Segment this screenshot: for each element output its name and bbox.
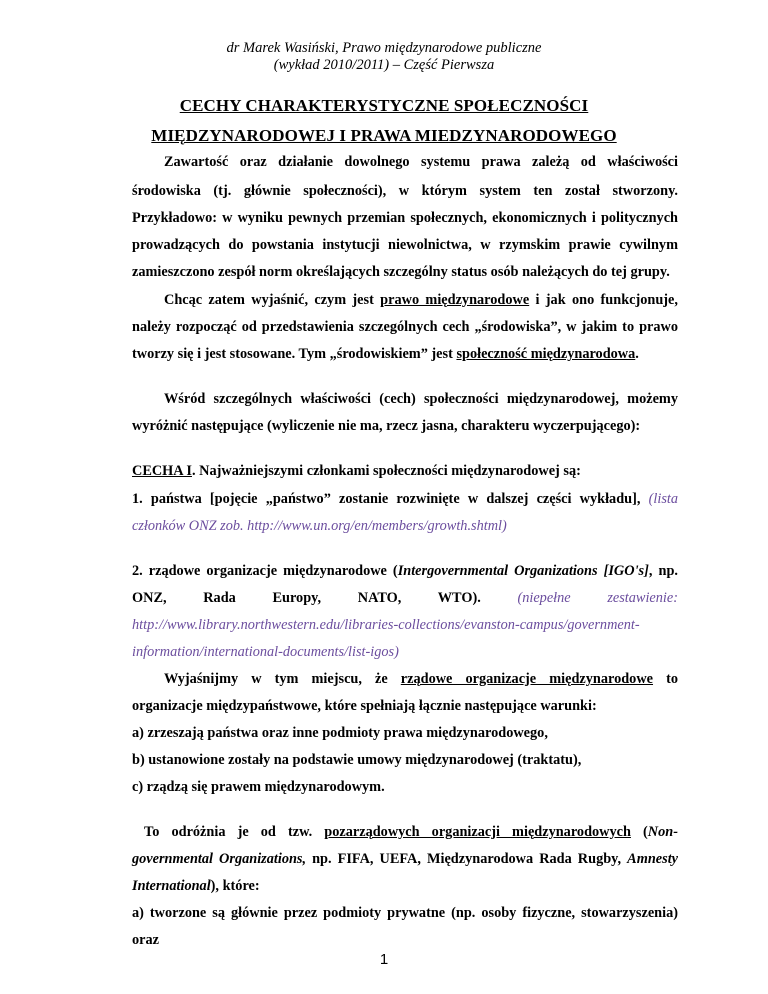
p2-line-2: należy rozpocząć od przedstawienia szczególnych cech „środowiska”, w jakim to prawo xyxy=(132,319,678,335)
item2-line-1: 2. rządowe organizacje międzynarodowe (Intergovernmental Organizations [IGO's], np. xyxy=(132,563,678,579)
p1-line-4: prowadzących do powstania instytucji niewolnictwa, w rzymskim prawie cywilnym xyxy=(132,237,678,253)
p5-line-1: To odróżnia je od tzw. pozarządowych organizacji międzynarodowych (Non- xyxy=(144,824,678,840)
term-pozarzadowe-organizacje: pozarządowych organizacji międzynarodowych xyxy=(324,824,631,840)
item1-line-1: 1. państwa [pojęcie „państwo” zostanie rozwinięte w dalszej części wykładu], (lista xyxy=(132,491,678,507)
p4-item-b: b) ustanowione zostały na podstawie umowy międzynarodowej (traktatu), xyxy=(132,752,582,768)
p2-line-3: tworzy się i jest stosowane. Tym „środowiskiem” jest społeczność międzynarodowa. xyxy=(132,346,639,362)
p3-line-2: wyróżnić następujące (wyliczenie nie ma, rzecz jasna, charakteru wyczerpującego): xyxy=(132,418,641,434)
igo-list-link-line-1[interactable]: http://www.library.northwestern.edu/libraries-collections/evanston-campus/government- xyxy=(132,617,640,633)
term-prawo-miedzynarodowe: prawo międzynarodowe xyxy=(380,292,530,308)
p5-line-3: International), które: xyxy=(132,878,260,894)
igo-list-link-line-2[interactable]: information/international-documents/list-igos) xyxy=(132,644,399,660)
page-number: 1 xyxy=(379,951,389,968)
term-rzadowe-organizacje: rządowe organizacje międzynarodowe xyxy=(400,671,654,687)
cecha-label: CECHA I xyxy=(132,463,192,479)
running-header xyxy=(0,40,768,74)
p2-line-1: Chcąc zatem wyjaśnić, czym jest prawo międzynarodowe i jak ono funkcjonuje, xyxy=(164,292,678,308)
header-line-1: dr Marek Wasiński, Prawo międzynarodowe publiczne xyxy=(226,40,542,56)
cecha-heading: CECHA I. Najważniejszymi członkami społeczności międzynarodowej są: xyxy=(132,463,581,479)
p5-item-a: a) tworzone są głównie przez podmioty prywatne (np. osoby fizyczne, stowarzyszenia) xyxy=(132,905,678,921)
p1-line-1: Zawartość oraz działanie dowolnego systemu prawa zależą od właściwości xyxy=(164,154,678,170)
item1-line-2: członków ONZ zob. http://www.un.org/en/members/growth.shtml) xyxy=(132,518,507,534)
header-line-2: (wykład 2010/2011) – Część Pierwsza xyxy=(273,57,495,73)
p1-line-5: zamieszczono zespół norm określających szczególny status osób należących do tej grupy. xyxy=(132,264,670,280)
p4-line-2: organizacje międzypaństwowe, które spełniają łącznie następujące warunki: xyxy=(132,698,597,714)
p4-item-c: c) rządzą się prawem międzynarodowym. xyxy=(132,779,385,795)
title-line-2: MIĘDZYNARODOWEJ I PRAWA MIEDZYNARODOWEGO xyxy=(151,126,617,145)
title-line-1: CECHY CHARAKTERYSTYCZNE SPOŁECZNOŚCI xyxy=(179,96,589,115)
item2-line-2: ONZ, Rada Europy, NATO, WTO). (niepełne zestawienie: xyxy=(132,590,678,606)
p4-item-a: a) zrzeszają państwa oraz inne podmioty prawa międzynarodowego, xyxy=(132,725,548,741)
term-spolecznosc-miedzynarodowa: społeczność międzynarodowa xyxy=(456,346,636,362)
p5-line-2: governmental Organizations, np. FIFA, UEFA, Międzynarodowa Rada Rugby, Amnesty xyxy=(132,851,679,867)
p1-line-3: Przykładowo: w wyniku pewnych przemian społecznych, ekonomicznych i politycznych xyxy=(132,210,678,226)
p3-line-1: Wśród szczególnych właściwości (cech) społeczności międzynarodowej, możemy xyxy=(164,391,678,407)
p4-line-1: Wyjaśnijmy w tym miejscu, że rządowe organizacje międzynarodowe to xyxy=(164,671,679,687)
p1-line-2: środowiska (tj. głównie społeczności), w którym system ten został stworzony. xyxy=(132,183,678,199)
p5-item-a-cont: oraz xyxy=(132,932,159,948)
